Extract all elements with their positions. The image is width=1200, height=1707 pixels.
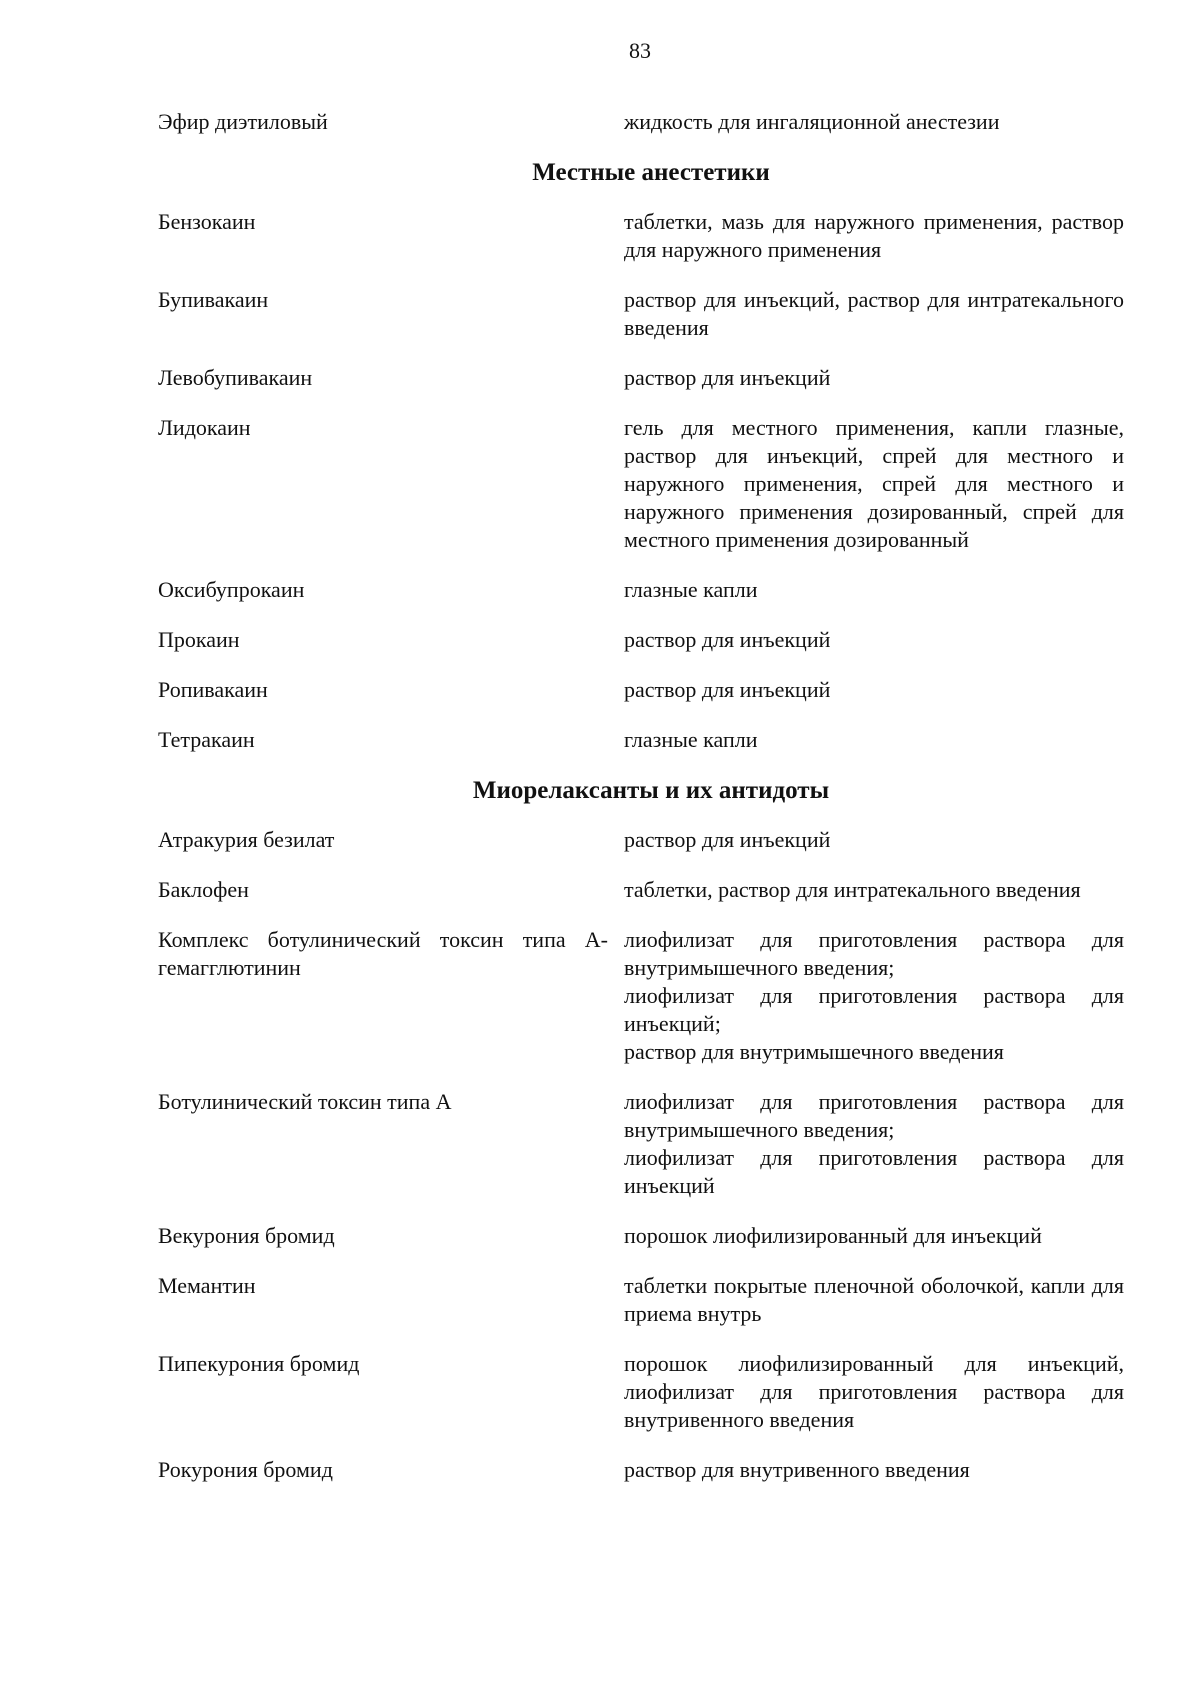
dosage-form	[624, 286, 1124, 342]
drug-row	[158, 1350, 1124, 1434]
dosage-form-line: таблетки, раствор для интратекального введения	[624, 877, 1081, 902]
drug-row	[158, 414, 1124, 554]
drug-name: Атракурия безилат	[158, 827, 335, 852]
drug-name: Векурония бромид	[158, 1223, 335, 1248]
drug-name: Ботулинический токсин типа А	[158, 1089, 452, 1114]
dosage-form	[624, 926, 1124, 1066]
drug-row	[158, 1456, 1124, 1484]
top-entries	[158, 108, 1124, 136]
drug-name: Бупивакаин	[158, 287, 269, 312]
drug-row	[158, 364, 1124, 392]
dosage-form-line: лиофилизат для приготовления раствора для внутримышечного введения;	[624, 1089, 1124, 1142]
dosage-form-line: глазные капли	[624, 727, 758, 752]
dosage-form-line: раствор для инъекций	[624, 827, 831, 852]
dosage-form-line: раствор для инъекций, раствор для интратекального введения	[624, 287, 1124, 340]
drug-row	[158, 1088, 1124, 1200]
dosage-form	[624, 626, 1124, 654]
dosage-form-line: гель для местного применения, капли глазные, раствор для инъекций, спрей для местного и наружного применения, спрей для местного и наружного применения дозированный, спрей для местного применения дозированный	[624, 415, 1124, 552]
drug-row	[158, 826, 1124, 854]
drug-row	[158, 1272, 1124, 1328]
drug-name: Рокурония бромид	[158, 1457, 333, 1482]
dosage-form	[624, 1222, 1124, 1250]
drug-name: Оксибупрокаин	[158, 577, 305, 602]
section-title-muscle-relaxants: Миорелаксанты и их антидоты	[472, 777, 830, 804]
drug-row	[158, 108, 1124, 136]
drug-list	[158, 108, 1124, 1506]
dosage-form-line: лиофилизат для приготовления раствора для инъекций	[624, 1145, 1124, 1198]
drug-row	[158, 576, 1124, 604]
drug-name: Пипекурония бромид	[158, 1351, 360, 1376]
dosage-form-line: глазные капли	[624, 577, 758, 602]
page-number: 83	[629, 38, 651, 63]
dosage-form-line: таблетки, мазь для наружного применения, раствор для наружного применения	[624, 209, 1124, 262]
drug-name: Лидокаин	[158, 415, 251, 440]
drug-row	[158, 626, 1124, 654]
dosage-form-line: раствор для инъекций	[624, 627, 831, 652]
dosage-form	[624, 576, 1124, 604]
section2-entries	[158, 826, 1124, 1484]
section1-entries	[158, 208, 1124, 754]
dosage-form-line: раствор для инъекций	[624, 365, 831, 390]
dosage-form	[624, 1350, 1124, 1434]
dosage-form-line: раствор для инъекций	[624, 677, 831, 702]
dosage-form-line: лиофилизат для приготовления раствора для инъекций;	[624, 983, 1124, 1036]
dosage-form	[624, 1088, 1124, 1200]
drug-name: Баклофен	[158, 877, 249, 902]
dosage-form-line: раствор для внутримышечного введения	[624, 1039, 1004, 1064]
dosage-form	[624, 364, 1124, 392]
dosage-form	[624, 676, 1124, 704]
dosage-form	[624, 208, 1124, 264]
drug-name: Эфир диэтиловый	[158, 109, 328, 134]
dosage-form-line: порошок лиофилизированный для инъекций	[624, 1223, 1042, 1248]
dosage-form-line: жидкость для ингаляционной анестезии	[624, 109, 1000, 134]
dosage-form	[624, 726, 1124, 754]
drug-name: Левобупивакаин	[158, 365, 313, 390]
dosage-form	[624, 1456, 1124, 1484]
dosage-form	[624, 1272, 1124, 1328]
drug-row	[158, 1222, 1124, 1250]
section-title-local-anesthetics: Местные анестетики	[532, 159, 770, 186]
dosage-form	[624, 414, 1124, 554]
drug-name: Прокаин	[158, 627, 240, 652]
drug-row	[158, 208, 1124, 264]
dosage-form	[624, 108, 1124, 136]
dosage-form-line: порошок лиофилизированный для инъекций, лиофилизат для приготовления раствора для внутривенного введения	[624, 1351, 1124, 1432]
dosage-form-line: лиофилизат для приготовления раствора для внутримышечного введения;	[624, 927, 1124, 980]
drug-row	[158, 726, 1124, 754]
drug-name: Тетракаин	[158, 727, 255, 752]
dosage-form	[624, 876, 1124, 904]
drug-name: Комплекс ботулинический токсин типа А-гемагглютинин	[158, 927, 608, 980]
drug-name: Мемантин	[158, 1273, 256, 1298]
drug-row	[158, 926, 1124, 1066]
dosage-form-line: таблетки покрытые пленочной оболочкой, капли для приема внутрь	[624, 1273, 1124, 1326]
drug-name: Бензокаин	[158, 209, 256, 234]
drug-row	[158, 876, 1124, 904]
dosage-form-line: раствор для внутривенного введения	[624, 1457, 970, 1482]
drug-name: Ропивакаин	[158, 677, 268, 702]
dosage-form	[624, 826, 1124, 854]
drug-row	[158, 676, 1124, 704]
drug-row	[158, 286, 1124, 342]
